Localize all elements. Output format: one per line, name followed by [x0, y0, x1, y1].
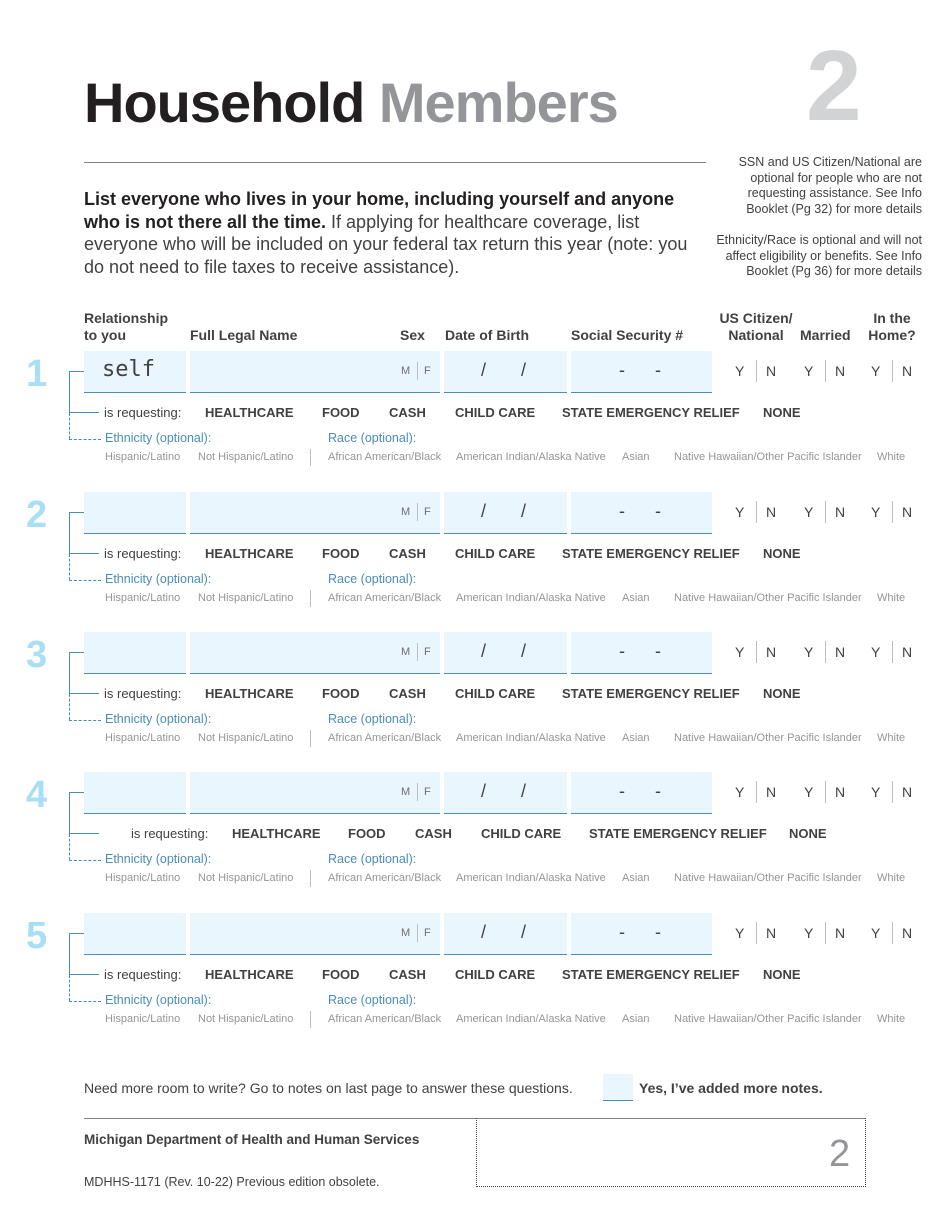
sex-f-option[interactable]: F	[424, 646, 431, 658]
request-none-option[interactable]: NONE	[763, 686, 801, 701]
ethnicity-label: Ethnicity (optional):	[105, 431, 212, 445]
citizen-no-option[interactable]: N	[766, 644, 777, 660]
yn-divider	[756, 922, 757, 944]
intro-rest: If applying for healthcare coverage, list everyone who will be included on your federal tax return this year (note: you do not need to file taxes to receive assistance).	[84, 211, 688, 277]
yn-divider	[892, 922, 893, 944]
married-no-option[interactable]: N	[835, 644, 846, 660]
col-married: Married	[800, 327, 851, 343]
in-home-yes-option[interactable]: Y	[871, 644, 881, 660]
request-healthcare-option[interactable]: HEALTHCARE	[205, 686, 294, 701]
title-rule	[84, 162, 706, 163]
race-label: Race (optional):	[328, 993, 417, 1007]
race-option[interactable]: White	[877, 872, 906, 884]
race-option[interactable]: Asian	[622, 1013, 650, 1025]
page-number: 2	[829, 1133, 851, 1175]
relationship-value: self	[102, 357, 155, 382]
citizen-yes-option[interactable]: Y	[735, 363, 745, 379]
ssn-note: SSN and US Citizen/National are optional for people who are not requesting assistance. See Info Booklet (Pg 32) for more details	[738, 155, 922, 216]
request-healthcare-option[interactable]: HEALTHCARE	[205, 546, 294, 561]
married-yes-option[interactable]: Y	[804, 784, 814, 800]
date-separators: / /	[481, 360, 527, 380]
request-state-emergency-relief-option[interactable]: STATE EMERGENCY RELIEF	[589, 826, 767, 841]
race-option[interactable]: Asian	[622, 732, 650, 744]
request-cash-option[interactable]: CASH	[389, 686, 426, 701]
sex-f-option[interactable]: F	[424, 927, 431, 939]
ethnicity-race-divider	[310, 449, 311, 466]
in-home-yes-option[interactable]: Y	[871, 363, 881, 379]
request-state-emergency-relief-option[interactable]: STATE EMERGENCY RELIEF	[562, 967, 740, 982]
intro-bold: List everyone who lives in your home, including yourself and anyone who is not there all the time.	[84, 189, 675, 232]
sex-f-option[interactable]: F	[424, 506, 431, 518]
race-option[interactable]: Native Hawaiian/Other Pacific Islander	[674, 451, 862, 463]
in-home-no-option[interactable]: N	[902, 363, 913, 379]
relationship-field[interactable]	[84, 351, 186, 393]
married-no-option[interactable]: N	[835, 504, 846, 520]
col-relationship-line1: Relationship	[84, 310, 169, 326]
ethnicity-option[interactable]: Not Hispanic/Latino	[198, 1013, 294, 1025]
request-bracket-stem	[69, 974, 99, 975]
ethnicity-label: Ethnicity (optional):	[105, 572, 212, 586]
citizen-yes-option[interactable]: Y	[735, 504, 745, 520]
race-option[interactable]: African American/Black	[328, 872, 442, 884]
request-healthcare-option[interactable]: HEALTHCARE	[232, 826, 321, 841]
race-option[interactable]: Asian	[622, 451, 650, 463]
ethnicity-bracket-stem	[69, 580, 101, 581]
ethnicity-label: Ethnicity (optional):	[105, 852, 212, 866]
ethnicity-bracket	[69, 975, 70, 1001]
yn-divider	[825, 360, 826, 382]
title-word-2: Members	[378, 71, 618, 134]
ethnicity-option[interactable]: Hispanic/Latino	[105, 872, 181, 884]
race-option[interactable]: White	[877, 732, 906, 744]
married-no-option[interactable]: N	[835, 363, 846, 379]
ethnicity-race-divider	[310, 1011, 311, 1028]
race-label: Race (optional):	[328, 712, 417, 726]
ethnicity-race-divider	[310, 730, 311, 747]
request-child-care-option[interactable]: CHILD CARE	[455, 546, 536, 561]
race-option[interactable]: Asian	[622, 592, 650, 604]
relationship-field[interactable]	[84, 772, 186, 814]
race-option[interactable]: American Indian/Alaska Native	[456, 451, 606, 463]
sex-divider	[417, 783, 418, 801]
citizen-yes-option[interactable]: Y	[735, 644, 745, 660]
date-of-birth-field[interactable]	[444, 913, 567, 955]
date-separators: / /	[481, 781, 527, 801]
race-option[interactable]: American Indian/Alaska Native	[456, 592, 606, 604]
request-bracket	[69, 652, 84, 694]
yn-divider	[756, 360, 757, 382]
race-option[interactable]: American Indian/Alaska Native	[456, 1013, 606, 1025]
ethnicity-bracket	[69, 413, 70, 439]
request-food-option[interactable]: FOOD	[348, 826, 386, 841]
yn-divider	[892, 501, 893, 523]
request-healthcare-option[interactable]: HEALTHCARE	[205, 967, 294, 982]
request-bracket-stem	[69, 693, 99, 694]
col-relationship	[84, 310, 168, 344]
form-id: MDHHS-1171 (Rev. 10-22) Previous edition obsolete.	[84, 1175, 380, 1189]
ethnicity-label: Ethnicity (optional):	[105, 712, 212, 726]
yn-divider	[756, 641, 757, 663]
col-home-line1: In the	[873, 310, 911, 326]
date-of-birth-field[interactable]	[444, 632, 567, 674]
request-bracket	[69, 933, 84, 975]
sex-divider	[417, 503, 418, 521]
request-child-care-option[interactable]: CHILD CARE	[455, 405, 536, 420]
request-child-care-option[interactable]: CHILD CARE	[481, 826, 562, 841]
request-bracket	[69, 792, 84, 834]
ethnicity-option[interactable]: Hispanic/Latino	[105, 451, 181, 463]
more-notes-label: Yes, I’ve added more notes.	[639, 1080, 823, 1096]
ethnicity-bracket-stem	[69, 1001, 101, 1002]
ethnicity-note: Ethnicity/Race is optional and will not affect eligibility or benefits. See Info Booklet (Pg 36) for more details	[716, 233, 922, 278]
ethnicity-bracket	[69, 834, 70, 860]
member-number: 5	[26, 915, 48, 957]
race-option[interactable]: White	[877, 1013, 906, 1025]
race-option[interactable]: American Indian/Alaska Native	[456, 872, 606, 884]
section-number: 2	[806, 30, 862, 142]
yn-divider	[825, 641, 826, 663]
ethnicity-option[interactable]: Not Hispanic/Latino	[198, 732, 294, 744]
race-option[interactable]: Native Hawaiian/Other Pacific Islander	[674, 872, 862, 884]
request-cash-option[interactable]: CASH	[389, 546, 426, 561]
request-cash-option[interactable]: CASH	[415, 826, 452, 841]
request-bracket-stem	[69, 833, 99, 834]
race-label: Race (optional):	[328, 431, 417, 445]
race-option[interactable]: Native Hawaiian/Other Pacific Islander	[674, 1013, 862, 1025]
ssn-field[interactable]	[571, 772, 712, 814]
yn-divider	[892, 641, 893, 663]
is-requesting-label: is requesting:	[104, 405, 182, 420]
is-requesting-label: is requesting:	[131, 826, 209, 841]
date-separators: / /	[481, 641, 527, 661]
yn-divider	[892, 360, 893, 382]
citizen-yes-option[interactable]: Y	[735, 925, 745, 941]
sex-m-option[interactable]: M	[401, 365, 411, 377]
agency-name: Michigan Department of Health and Human Services	[84, 1132, 420, 1147]
ssn-field[interactable]	[571, 492, 712, 534]
request-food-option[interactable]: FOOD	[322, 546, 360, 561]
col-dob: Date of Birth	[445, 327, 529, 343]
more-notes-checkbox[interactable]	[603, 1074, 633, 1101]
request-none-option[interactable]: NONE	[763, 405, 801, 420]
yn-divider	[825, 501, 826, 523]
sex-divider	[417, 924, 418, 942]
race-option[interactable]: African American/Black	[328, 592, 442, 604]
yn-divider	[756, 781, 757, 803]
col-relationship-line2: to you	[84, 327, 126, 343]
request-none-option[interactable]: NONE	[789, 826, 827, 841]
in-home-no-option[interactable]: N	[902, 504, 913, 520]
married-yes-option[interactable]: Y	[804, 925, 814, 941]
ssn-separators: - -	[619, 781, 661, 801]
request-child-care-option[interactable]: CHILD CARE	[455, 686, 536, 701]
in-home-no-option[interactable]: N	[902, 925, 913, 941]
race-option[interactable]: Native Hawaiian/Other Pacific Islander	[674, 732, 862, 744]
member-number: 4	[26, 774, 48, 816]
request-none-option[interactable]: NONE	[763, 546, 801, 561]
sex-m-option[interactable]: M	[401, 646, 411, 658]
office-use-box	[476, 1118, 866, 1187]
race-option[interactable]: Asian	[622, 872, 650, 884]
date-of-birth-field[interactable]	[444, 351, 567, 393]
request-bracket-stem	[69, 553, 99, 554]
race-option[interactable]: African American/Black	[328, 1013, 442, 1025]
ssn-separators: - -	[619, 641, 661, 661]
col-citizen	[716, 310, 796, 344]
race-option[interactable]: African American/Black	[328, 451, 442, 463]
sex-f-option[interactable]: F	[424, 365, 431, 377]
yn-divider	[756, 501, 757, 523]
sex-f-option[interactable]: F	[424, 786, 431, 798]
in-home-yes-option[interactable]: Y	[871, 504, 881, 520]
col-ssn: Social Security #	[571, 327, 684, 343]
in-home-yes-option[interactable]: Y	[871, 784, 881, 800]
ssn-separators: - -	[619, 922, 661, 942]
request-none-option[interactable]: NONE	[763, 967, 801, 982]
date-separators: / /	[481, 922, 527, 942]
race-option[interactable]: White	[877, 451, 906, 463]
race-option[interactable]: Native Hawaiian/Other Pacific Islander	[674, 592, 862, 604]
is-requesting-label: is requesting:	[104, 967, 182, 982]
yn-divider	[825, 922, 826, 944]
request-cash-option[interactable]: CASH	[389, 967, 426, 982]
ssn-field[interactable]	[571, 913, 712, 955]
ethnicity-race-divider	[310, 870, 311, 887]
ssn-separators: - -	[619, 360, 661, 380]
footer-rule	[84, 1118, 476, 1119]
ethnicity-bracket	[69, 694, 70, 720]
page-title	[84, 70, 618, 135]
col-citizen-line1: US Citizen/	[719, 310, 793, 326]
col-name: Full Legal Name	[190, 327, 298, 343]
citizen-yes-option[interactable]: Y	[735, 784, 745, 800]
title-word-1: Household	[84, 71, 365, 134]
race-label: Race (optional):	[328, 852, 417, 866]
yn-divider	[825, 781, 826, 803]
request-bracket-stem	[69, 412, 99, 413]
col-sex: Sex	[400, 327, 425, 343]
request-state-emergency-relief-option[interactable]: STATE EMERGENCY RELIEF	[562, 686, 740, 701]
relationship-field[interactable]	[84, 632, 186, 674]
date-of-birth-field[interactable]	[444, 492, 567, 534]
more-room-note: Need more room to write? Go to notes on last page to answer these questions.	[84, 1080, 573, 1096]
citizen-no-option[interactable]: N	[766, 784, 777, 800]
sex-m-option[interactable]: M	[401, 786, 411, 798]
ethnicity-label: Ethnicity (optional):	[105, 993, 212, 1007]
married-no-option[interactable]: N	[835, 784, 846, 800]
yn-divider	[892, 781, 893, 803]
ethnicity-bracket	[69, 554, 70, 580]
relationship-field[interactable]	[84, 913, 186, 955]
ethnicity-option[interactable]: Hispanic/Latino	[105, 592, 181, 604]
ethnicity-option[interactable]: Hispanic/Latino	[105, 732, 181, 744]
ethnicity-bracket-stem	[69, 720, 101, 721]
race-option[interactable]: White	[877, 592, 906, 604]
ethnicity-option[interactable]: Not Hispanic/Latino	[198, 592, 294, 604]
request-state-emergency-relief-option[interactable]: STATE EMERGENCY RELIEF	[562, 546, 740, 561]
col-citizen-line2: National	[728, 327, 784, 343]
married-no-option[interactable]: N	[835, 925, 846, 941]
race-option[interactable]: American Indian/Alaska Native	[456, 732, 606, 744]
race-label: Race (optional):	[328, 572, 417, 586]
intro-text	[84, 188, 694, 278]
ethnicity-race-divider	[310, 590, 311, 607]
request-bracket	[69, 371, 84, 413]
request-cash-option[interactable]: CASH	[389, 405, 426, 420]
in-home-no-option[interactable]: N	[902, 784, 913, 800]
member-number: 3	[26, 634, 48, 676]
sex-divider	[417, 643, 418, 661]
date-of-birth-field[interactable]	[444, 772, 567, 814]
citizen-no-option[interactable]: N	[766, 504, 777, 520]
race-option[interactable]: African American/Black	[328, 732, 442, 744]
citizen-no-option[interactable]: N	[766, 925, 777, 941]
sex-m-option[interactable]: M	[401, 927, 411, 939]
member-number: 2	[26, 494, 48, 536]
ethnicity-option[interactable]: Not Hispanic/Latino	[198, 451, 294, 463]
member-number: 1	[26, 353, 48, 395]
ethnicity-option[interactable]: Not Hispanic/Latino	[198, 872, 294, 884]
sex-m-option[interactable]: M	[401, 506, 411, 518]
request-child-care-option[interactable]: CHILD CARE	[455, 967, 536, 982]
is-requesting-label: is requesting:	[104, 546, 182, 561]
col-home-line2: Home?	[868, 327, 916, 343]
ssn-separators: - -	[619, 501, 661, 521]
in-home-no-option[interactable]: N	[902, 644, 913, 660]
date-separators: / /	[481, 501, 527, 521]
married-yes-option[interactable]: Y	[804, 644, 814, 660]
ethnicity-bracket-stem	[69, 860, 101, 861]
request-food-option[interactable]: FOOD	[322, 405, 360, 420]
request-food-option[interactable]: FOOD	[322, 967, 360, 982]
married-yes-option[interactable]: Y	[804, 363, 814, 379]
married-yes-option[interactable]: Y	[804, 504, 814, 520]
request-bracket	[69, 512, 84, 554]
citizen-no-option[interactable]: N	[766, 363, 777, 379]
ethnicity-option[interactable]: Hispanic/Latino	[105, 1013, 181, 1025]
request-food-option[interactable]: FOOD	[322, 686, 360, 701]
ethnicity-bracket-stem	[69, 439, 101, 440]
in-home-yes-option[interactable]: Y	[871, 925, 881, 941]
relationship-field[interactable]	[84, 492, 186, 534]
ssn-field[interactable]	[571, 351, 712, 393]
col-home	[862, 310, 922, 344]
sex-divider	[417, 362, 418, 380]
request-healthcare-option[interactable]: HEALTHCARE	[205, 405, 294, 420]
ssn-field[interactable]	[571, 632, 712, 674]
is-requesting-label: is requesting:	[104, 686, 182, 701]
request-state-emergency-relief-option[interactable]: STATE EMERGENCY RELIEF	[562, 405, 740, 420]
